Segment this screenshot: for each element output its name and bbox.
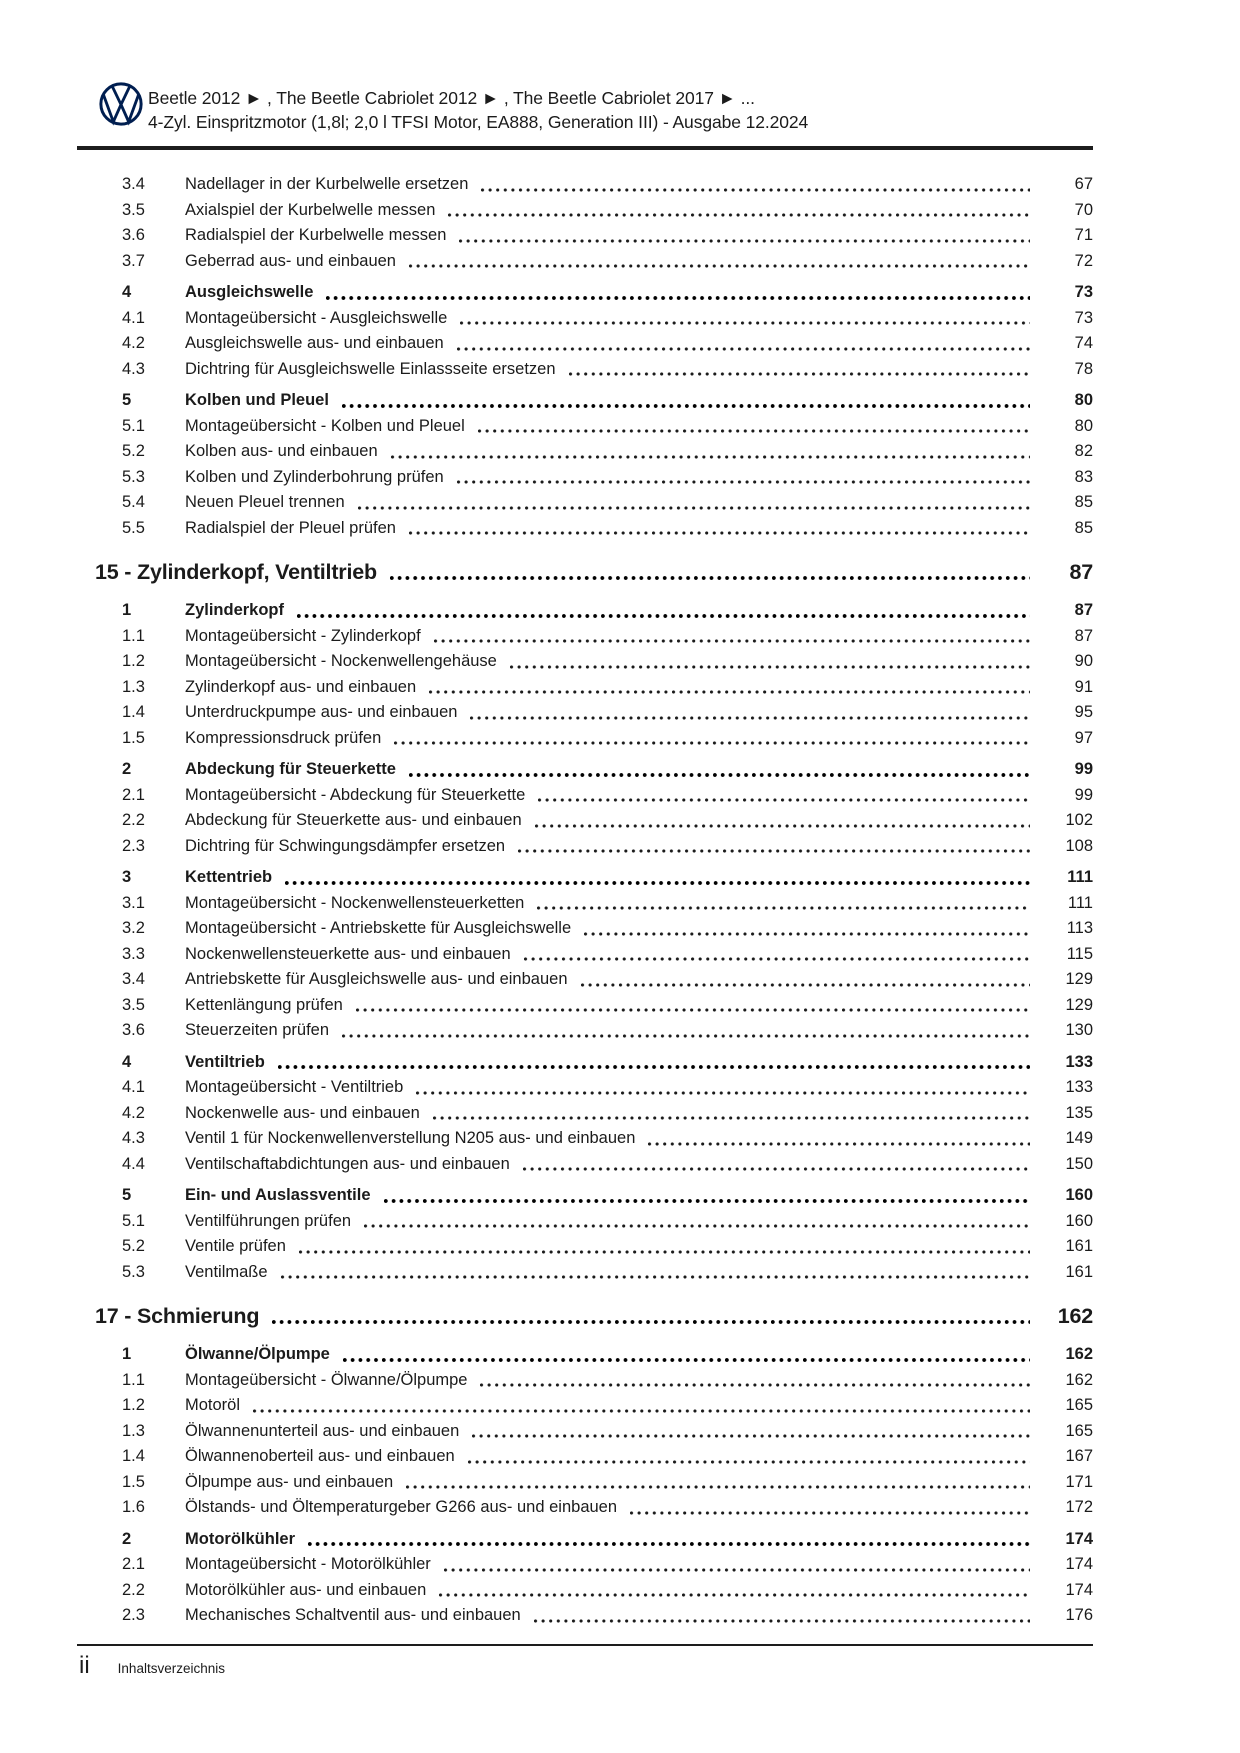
toc-row-page: 108 [1065,836,1093,855]
dot-leader [391,454,1030,460]
toc-row-number: 3.4 [122,175,145,193]
toc-row [95,172,1093,198]
dot-leader [518,848,1030,854]
toc-row-number: 5 [122,1186,132,1204]
toc-row-number: 5.3 [122,467,145,486]
toc-row-number: 1.3 [122,677,145,696]
footer-divider [77,1644,1093,1646]
vw-logo-icon [98,81,144,127]
toc-row-page: 133 [1065,1052,1093,1071]
toc-row-title: Montageübersicht - Ventiltrieb [185,1078,404,1096]
toc-row-title: Neuen Pleuel trennen [185,493,345,511]
toc-row-page: 80 [1074,391,1093,409]
header-divider [77,146,1093,150]
toc-row-title: Steuerzeiten prüfen [185,1021,330,1039]
toc-row [95,1495,1093,1521]
toc-row [95,490,1093,516]
toc-row-number: 3.6 [122,1021,145,1039]
toc-row-page: 73 [1074,283,1093,301]
toc-row-title: Kettenlängung prüfen [185,995,343,1014]
toc-row-page: 174 [1065,1580,1093,1599]
toc-row-title: Kettentrieb [185,868,273,886]
dot-leader [460,320,1030,326]
toc-row-title: Ventilführungen prüfen [185,1211,352,1230]
toc-row [95,198,1093,224]
toc-row-title: Abdeckung für Steuerkette aus- und einbauen [185,811,522,829]
toc-row-number: 1.1 [122,626,145,645]
toc-row-page: 102 [1065,811,1093,829]
dot-leader [299,1249,1030,1255]
toc-row-page: 91 [1074,677,1093,696]
toc-row-number: 2.2 [122,1580,145,1599]
toc-row-page: 70 [1074,200,1093,219]
toc-row-page: 87 [1074,626,1093,645]
toc-row-number: 4 [122,1052,132,1071]
toc-row-title: Ein- und Auslassventile [185,1186,371,1204]
toc-row-number: 3.5 [122,995,145,1014]
toc-row-title: Ölpumpe aus- und einbauen [185,1472,394,1491]
toc-row-number: 5.4 [122,493,145,511]
dot-leader [356,1007,1030,1013]
toc-row-page: 135 [1065,1103,1093,1122]
toc-row-page: 130 [1065,1021,1093,1039]
toc-row-number: 3.2 [122,919,145,937]
toc-row-number: 2.2 [122,811,145,829]
dot-leader [480,1382,1030,1388]
toc-row-title: Kolben und Zylinderbohrung prüfen [185,467,444,486]
toc-row-page: 165 [1065,1421,1093,1440]
dot-leader [358,505,1030,511]
toc-row-page: 99 [1074,760,1093,778]
toc-row-page: 129 [1065,995,1093,1014]
dot-leader [524,956,1030,962]
toc-row [95,1527,1093,1553]
toc-row-title: Dichtring für Ausgleichswelle Einlassseite ersetzen [185,359,556,378]
toc-row-page: 99 [1074,785,1093,804]
toc-row [95,967,1093,993]
toc-row-page: 73 [1074,308,1093,327]
toc-row [95,388,1093,414]
toc-row [95,1075,1093,1101]
toc-chapter-title: 15 - Zylinderkopf, Ventiltrieb [95,560,377,584]
dot-leader [326,295,1030,301]
toc-row-number: 1 [122,601,132,619]
toc-row-title: Montageübersicht - Ölwanne/Ölpumpe [185,1370,468,1389]
toc-row-number: 5.1 [122,1211,145,1230]
toc-row-title: Radialspiel der Pleuel prüfen [185,518,396,537]
toc-row [95,465,1093,491]
toc-row-title: Ausgleichswelle aus- und einbauen [185,334,444,352]
toc-row-page: 162 [1065,1345,1093,1363]
dot-leader [308,1541,1030,1547]
toc-row-page: 115 [1066,944,1093,963]
dot-leader [409,772,1030,778]
toc-row-number: 4.3 [122,359,145,378]
toc-row-title: Ventilmaße [185,1262,268,1281]
toc-row-page: 95 [1074,703,1093,721]
toc-row-title: Axialspiel der Kurbelwelle messen [185,200,436,219]
toc-row-number: 2 [122,1529,132,1548]
toc-chapter-row [95,557,1093,587]
toc-row-number: 2 [122,760,132,778]
toc-row-page: 85 [1074,518,1093,537]
toc-row-number: 1.5 [122,1472,145,1491]
dot-leader [384,1198,1030,1204]
toc-row-title: Kolben aus- und einbauen [185,442,378,460]
toc-row-page: 129 [1065,970,1093,988]
toc-row [95,942,1093,968]
toc-row-title: Radialspiel der Kurbelwelle messen [185,226,447,244]
dot-leader [434,638,1030,644]
toc-row-number: 1.5 [122,728,145,747]
toc-row-number: 1.1 [122,1370,145,1389]
dot-leader [470,715,1030,721]
toc-row-title: Antriebskette für Ausgleichswelle aus- und einbauen [185,970,568,988]
toc-row-page: 90 [1074,652,1093,670]
toc-row-title: Montageübersicht - Kolben und Pleuel [185,416,465,435]
toc-row [95,834,1093,860]
toc-row [95,1578,1093,1604]
toc-row [95,1419,1093,1445]
toc-row-page: 171 [1065,1472,1093,1491]
toc-row-number: 5.1 [122,416,145,435]
toc-row [95,1101,1093,1127]
toc-row [95,1342,1093,1368]
dot-leader [297,613,1030,619]
toc-row-page: 80 [1074,416,1093,435]
dot-leader [285,880,1030,886]
toc [95,172,1093,1629]
toc-row-title: Montageübersicht - Abdeckung für Steuerkette [185,785,526,804]
dot-leader [468,1459,1030,1465]
toc-row-number: 5.3 [122,1262,145,1281]
footer-section-label: Inhaltsverzeichnis [117,1661,225,1676]
dot-leader [481,187,1030,193]
toc-row-page: 161 [1065,1237,1093,1255]
toc-row [95,891,1093,917]
dot-leader [444,1567,1030,1573]
toc-row [95,598,1093,624]
toc-row-page: 97 [1074,728,1093,747]
toc-row-page: 161 [1065,1262,1093,1281]
toc-row-number: 5.5 [122,518,145,537]
dot-leader [535,823,1030,829]
toc-row-title: Kompressionsdruck prüfen [185,728,382,747]
toc-row-title: Geberrad aus- und einbauen [185,251,396,270]
toc-row [95,916,1093,942]
toc-row-title: Montageübersicht - Nockenwellensteuerketten [185,893,525,912]
toc-row-page: 172 [1065,1498,1093,1516]
toc-row-number: 1.6 [122,1498,145,1516]
toc-row-number: 3.4 [122,970,145,988]
toc-row [95,1209,1093,1235]
toc-row-title: Zylinderkopf aus- und einbauen [185,677,417,696]
toc-row-title: Ventilschaftabdichtungen aus- und einbauen [185,1154,510,1173]
toc-row-title: Ventiltrieb [185,1052,265,1071]
toc-row-page: 74 [1074,334,1093,352]
dot-leader [510,664,1030,670]
dot-leader [433,1115,1030,1121]
toc-row [95,757,1093,783]
toc-row-page: 176 [1065,1606,1093,1624]
toc-row-number: 1.2 [122,1396,145,1414]
toc-row [95,1444,1093,1470]
toc-row [95,280,1093,306]
toc-row-page: 113 [1066,919,1093,937]
dot-leader [409,263,1030,269]
toc-row [95,1552,1093,1578]
toc-row [95,439,1093,465]
toc-row-title: Montageübersicht - Nockenwellengehäuse [185,652,497,670]
toc-row [95,675,1093,701]
toc-row [95,783,1093,809]
toc-row-number: 2.3 [122,836,145,855]
toc-row-page: 165 [1065,1396,1093,1414]
toc-row [95,1126,1093,1152]
toc-chapter-page: 162 [1057,1304,1093,1328]
dot-leader [457,346,1030,352]
toc-row-title: Ölwanne/Ölpumpe [185,1345,330,1363]
toc-row-number: 5.2 [122,442,145,460]
toc-row-page: 71 [1074,226,1093,244]
toc-row-title: Mechanisches Schaltventil aus- und einbauen [185,1606,521,1624]
toc-row-number: 1 [122,1345,132,1363]
toc-row [95,1393,1093,1419]
dot-leader [569,371,1030,377]
toc-row-number: 3 [122,868,132,886]
toc-row [95,1050,1093,1076]
toc-row-page: 160 [1065,1186,1093,1204]
toc-row-number: 3.6 [122,226,145,244]
toc-row-title: Montageübersicht - Ausgleichswelle [185,308,448,327]
toc-row-number: 3.7 [122,251,145,270]
toc-row-page: 174 [1065,1555,1093,1573]
toc-chapter-title: 17 - Schmierung [95,1304,260,1328]
toc-row [95,414,1093,440]
toc-row [95,249,1093,275]
toc-row-title: Motorölkühler aus- und einbauen [185,1580,427,1599]
toc-row-number: 4.3 [122,1129,145,1147]
dot-leader [478,428,1030,434]
dot-leader [537,905,1030,911]
dot-leader [429,689,1030,695]
toc-row-page: 111 [1067,868,1093,886]
toc-chapter-page: 87 [1069,560,1093,584]
toc-row [95,223,1093,249]
toc-row [95,357,1093,383]
toc-row-title: Abdeckung für Steuerkette [185,760,396,778]
toc-row-title: Motorölkühler [185,1529,295,1548]
toc-row-title: Montageübersicht - Antriebskette für Ausgleichswelle [185,919,572,937]
toc-row-page: 83 [1074,467,1093,486]
toc-row-number: 4.2 [122,1103,145,1122]
toc-row-number: 2.1 [122,1555,145,1573]
toc-row-page: 150 [1065,1154,1093,1173]
toc-row-title: Unterdruckpumpe aus- und einbauen [185,703,458,721]
toc-row-page: 82 [1074,442,1093,460]
dot-leader [534,1618,1030,1624]
toc-row-number: 3.3 [122,944,145,963]
toc-row-page: 67 [1074,175,1093,193]
dot-leader [472,1433,1030,1439]
toc-row-title: Zylinderkopf [185,601,285,619]
toc-row-page: 111 [1067,893,1093,912]
toc-row [95,726,1093,752]
dot-leader [457,479,1030,485]
toc-row-page: 167 [1065,1447,1093,1465]
dot-leader [538,797,1030,803]
toc-row-number: 1.4 [122,703,145,721]
toc-row [95,865,1093,891]
toc-row [95,516,1093,542]
toc-row-page: 78 [1074,359,1093,378]
dot-leader [272,1319,1030,1325]
toc-row-title: Ölwannenunterteil aus- und einbauen [185,1421,460,1440]
toc-row [95,1470,1093,1496]
toc-row-number: 4.4 [122,1154,145,1173]
toc-row [95,700,1093,726]
dot-leader [394,740,1030,746]
dot-leader [278,1064,1030,1070]
dot-leader [459,238,1030,244]
dot-leader [416,1090,1030,1096]
toc-row-number: 1.2 [122,652,145,670]
dot-leader [630,1510,1030,1516]
toc-row [95,1234,1093,1260]
dot-leader [343,1357,1030,1363]
dot-leader [253,1408,1030,1414]
toc-row-page: 162 [1065,1370,1093,1389]
dot-leader [281,1274,1030,1280]
dot-leader [648,1141,1030,1147]
toc-row [95,1368,1093,1394]
toc-row [95,1152,1093,1178]
toc-row [95,1260,1093,1286]
toc-row-title: Montageübersicht - Zylinderkopf [185,626,421,645]
header-engine-line: 4-Zyl. Einspritzmotor (1,8l; 2,0 l TFSI Motor, EA888, Generation III) - Ausgabe 12.2024 [148,112,809,132]
toc-row-number: 2.3 [122,1606,145,1624]
toc-row-number: 3.5 [122,200,145,219]
toc-row-title: Kolben und Pleuel [185,391,329,409]
toc-row-page: 160 [1065,1211,1093,1230]
toc-row-number: 2.1 [122,785,145,804]
toc-row-number: 1.3 [122,1421,145,1440]
toc-row-number: 1.4 [122,1447,145,1465]
dot-leader [406,1484,1030,1490]
dot-leader [523,1166,1030,1172]
toc-row [95,306,1093,332]
toc-row-number: 5 [122,391,132,409]
toc-row [95,649,1093,675]
dot-leader [448,212,1030,218]
toc-row-page: 174 [1065,1529,1093,1548]
toc-chapter-row [95,1301,1093,1331]
toc-row-title: Montageübersicht - Motorölkühler [185,1555,431,1573]
toc-row-number: 3.1 [122,893,145,912]
dot-leader [581,982,1031,988]
toc-row-number: 5.2 [122,1237,145,1255]
toc-row-title: Nadellager in der Kurbelwelle ersetzen [185,175,469,193]
dot-leader [342,403,1030,409]
dot-leader [390,575,1030,581]
toc-row-title: Ausgleichswelle [185,283,314,301]
toc-row [95,1603,1093,1629]
toc-row-title: Ölwannenoberteil aus- und einbauen [185,1447,455,1465]
toc-row-title: Nockenwellensteuerkette aus- und einbauen [185,944,511,963]
toc-row-number: 4.1 [122,1078,145,1096]
toc-row-title: Ölstands- und Öltemperaturgeber G266 aus- und einbauen [185,1498,618,1516]
toc-row-title: Ventile prüfen [185,1237,286,1255]
header-model-line: Beetle 2012 ► , The Beetle Cabriolet 2012 ► , The Beetle Cabriolet 2017 ► ... [148,88,755,108]
toc-row-title: Dichtring für Schwingungsdämpfer ersetzen [185,836,506,855]
header [148,86,808,134]
dot-leader [584,931,1030,937]
toc-row-page: 133 [1065,1078,1093,1096]
toc-row-number: 4.2 [122,334,145,352]
toc-row [95,624,1093,650]
toc-row-title: Ventil 1 für Nockenwellenverstellung N205 aus- und einbauen [185,1129,636,1147]
footer [79,1650,225,1682]
toc-row-page: 87 [1074,601,1093,619]
dot-leader [364,1223,1030,1229]
toc-row-page: 85 [1074,493,1093,511]
footer-page-number: ii [79,1652,90,1679]
toc-row [95,331,1093,357]
dot-leader [342,1033,1030,1039]
toc-row-title: Motoröl [185,1396,241,1414]
toc-row-number: 4.1 [122,308,145,327]
toc-row [95,1018,1093,1044]
toc-row [95,808,1093,834]
toc-row-page: 72 [1074,251,1093,270]
toc-row-page: 149 [1065,1129,1093,1147]
toc-row-title: Nockenwelle aus- und einbauen [185,1103,420,1122]
toc-row-number: 4 [122,283,132,301]
dot-leader [409,530,1030,536]
toc-row [95,1183,1093,1209]
toc-row [95,993,1093,1019]
dot-leader [439,1592,1030,1598]
